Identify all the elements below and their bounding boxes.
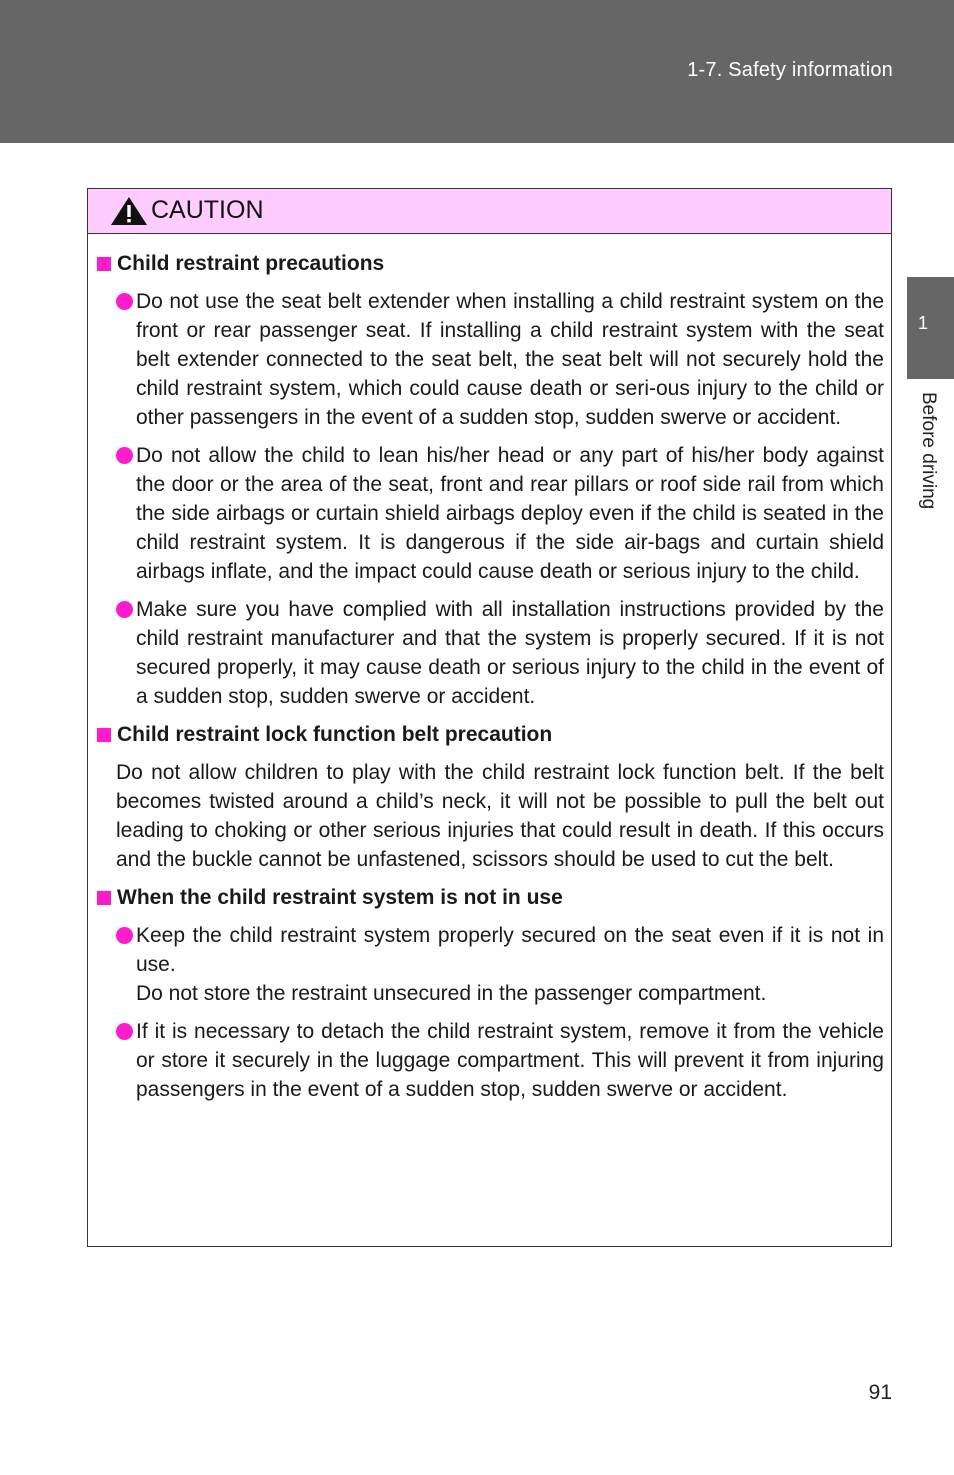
list-item-text: Keep the child restraint system properly secured on the seat even if it is not in use.: [136, 924, 884, 976]
circle-bullet-icon: [116, 447, 133, 464]
list-item: [96, 595, 884, 711]
list-item: [96, 1017, 884, 1104]
section-heading: [96, 249, 884, 278]
list-item: [96, 287, 884, 432]
chapter-number: 1: [918, 313, 929, 333]
list-item: [96, 921, 884, 1008]
caution-content: [96, 249, 884, 1104]
caution-header: [88, 189, 891, 234]
section-heading: [96, 720, 884, 749]
list-item-text: If it is necessary to detach the child restraint system, remove it from the vehicle or store it securely in the luggage compartment. This will prevent it from injuring passengers in the event of a sudden stop, sudden swerve or accident.: [136, 1020, 884, 1101]
section-heading-text: Child restraint lock function belt precaution: [117, 723, 553, 746]
list-item-text: Do not allow the child to lean his/her head or any part of his/her body against the door or the area of the seat, front and rear pillars or roof side rail from which the side airbags or curtain shield airbags deploy even if the child is seated in the child restraint system. It is dangerous if the side air-bags and curtain shield airbags inflate, and the impact could cause death or serious injury to the child.: [136, 444, 884, 583]
circle-bullet-icon: [116, 293, 133, 310]
circle-bullet-icon: [116, 601, 133, 618]
square-bullet-icon: [97, 257, 111, 271]
caution-label: CAUTION: [151, 195, 264, 224]
list-item-text: Do not store the restraint unsecured in the passenger compartment.: [136, 982, 767, 1005]
square-bullet-icon: [97, 891, 111, 905]
circle-bullet-icon: [116, 927, 133, 944]
header-title: 1-7. Safety information: [687, 59, 893, 81]
list-item-text: Make sure you have complied with all installation instructions provided by the child restraint manufacturer and that the system is properly secured. If it is not secured properly, it may cause death or serious injury to the child in the event of a sudden stop, sudden swerve or accident.: [136, 598, 884, 708]
section-heading-text: When the child restraint system is not in use: [117, 886, 563, 909]
page-number: 91: [868, 1381, 892, 1404]
circle-bullet-icon: [116, 1023, 133, 1040]
section-heading: [96, 883, 884, 912]
caution-box: [87, 188, 892, 1247]
warning-icon: [110, 196, 148, 226]
section-heading-text: Child restraint precautions: [117, 252, 385, 275]
list-item: [96, 441, 884, 586]
paragraph: Do not allow children to play with the child restraint lock function belt. If the belt becomes twisted around a child’s neck, it will not be possible to pull the belt out leading to choking or other serious injuries that could result in death. If this occurs and the buckle cannot be unfastened, scissors should be used to cut the belt.: [116, 761, 884, 871]
chapter-tab: [907, 277, 954, 379]
chapter-label: Before driving: [918, 392, 939, 510]
page-header: [0, 0, 954, 143]
square-bullet-icon: [97, 728, 111, 742]
list-item-text: Do not use the seat belt extender when installing a child restraint system on the front or rear passenger seat. If installing a child restraint system with the seat belt extender connected to the seat belt, the seat belt will not securely hold the child restraint system, which could cause death or seri-ous injury to the child or other passengers in the event of a sudden stop, sudden swerve or accident.: [136, 290, 884, 429]
